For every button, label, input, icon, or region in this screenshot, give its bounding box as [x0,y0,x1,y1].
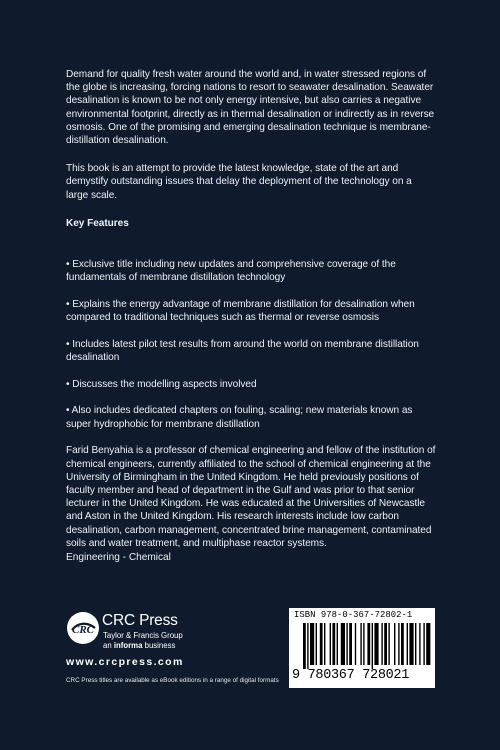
barcode-bar [409,623,413,665]
barcode-panel [289,608,435,688]
intro-paragraph: Demand for quality fresh water around the world and, in water stressed regions of the globe is increasing, forcing nations to resort to seawater desalination. Seawater desalination is known to be not only energy intensive, but also carries a negative environmental footprint, directly as in thermal desalination or indirectly as in reverse osmosis. One of the promising and emerging desalination technique is membrane-distillation desalination. [66,69,435,147]
barcode-bar [426,623,430,665]
feature-item: • Exclusive title including new updates and comprehensive coverage of the fundamentals of membrane distillation technology [66,259,396,284]
barcode-bar [303,623,306,669]
publisher-business: an informa business [103,641,176,650]
author-bio: Farid Benyahia is a professor of chemical engineering and fellow of the institution of chemical engineers, currently affiliated to the school of chemical engineering at the University of Birmingham in the United Kingdom. He held previously positions of faculty member and head of department in the Gulf and was prior to that senior lecturer in the United Kingdom. He was educated at the Universities of Newcastle and Aston in the United Kingdom. His research interests include low carbon desalination, carbon management, concentrated brine management, contaminated soils and water treatment, and multiphase reactor systems. [66,445,436,549]
isbn-label: ISBN 978-0-367-72802-1 [294,610,413,620]
barcode-bar [423,623,424,665]
publisher-url: www.crcpress.com [66,656,184,668]
key-features-heading: Key Features [66,217,129,229]
barcode-bar [415,623,416,665]
barcode-bar [316,623,317,665]
subject-category: Engineering - Chemical [66,552,171,563]
feature-item: • Also includes dedicated chapters on fouling, scaling; new materials known as super hydrophobic for membrane distillation [66,405,413,430]
feature-item: • Includes latest pilot test results from around the world on membrane distillation desalination [66,338,419,364]
barcode-bar [401,623,404,665]
barcode-bar [355,623,356,665]
feature-item: • Explains the energy advantage of membrane distillation for desalination when compared to traditional techniques such as thermal or reverse osmosis [66,298,415,324]
book-paragraph: This book is an attempt to provide the latest knowledge, state of the art and demystify outstanding issues that delay the deployment of the technology on a large scale. [66,163,412,201]
barcode-bar [337,623,338,665]
barcode-bar [384,623,387,665]
barcode-bar [330,623,331,665]
barcode-bar [360,623,361,665]
barcode-bars [293,623,433,669]
barcode-bar [381,623,382,665]
barcode-bar [419,623,420,665]
barcode-bar [307,623,308,669]
barcode-bar [332,623,335,665]
feature-item: • Discusses the modelling aspects involved [66,378,257,390]
barcode-bar [374,623,378,665]
blurb-column [66,68,436,550]
barcode-bar [324,623,325,665]
barcode-bar [398,623,399,665]
barcode-bar [341,623,345,665]
barcode-bar [310,623,314,665]
barcode-bar [372,623,373,669]
publisher-name: CRC Press [102,612,178,629]
barcode-bar [388,623,389,665]
barcode-bar [363,623,364,665]
barcode-number: 9 780367 728021 [292,668,410,683]
barcode-bar [407,623,408,665]
crc-badge-text: CRC [71,624,95,636]
barcode-bar [320,623,323,665]
publisher-group: Taylor & Francis Group [103,631,183,640]
barcode-bar [394,623,395,665]
ebook-note: CRC Press titles are available as eBook editions in a range of digital formats [66,677,279,684]
crc-logo-icon [66,611,100,645]
barcode-bar [349,623,352,665]
informa-brand: informa [113,641,143,650]
barcode-bar [367,623,370,665]
barcode-bar [346,623,347,665]
